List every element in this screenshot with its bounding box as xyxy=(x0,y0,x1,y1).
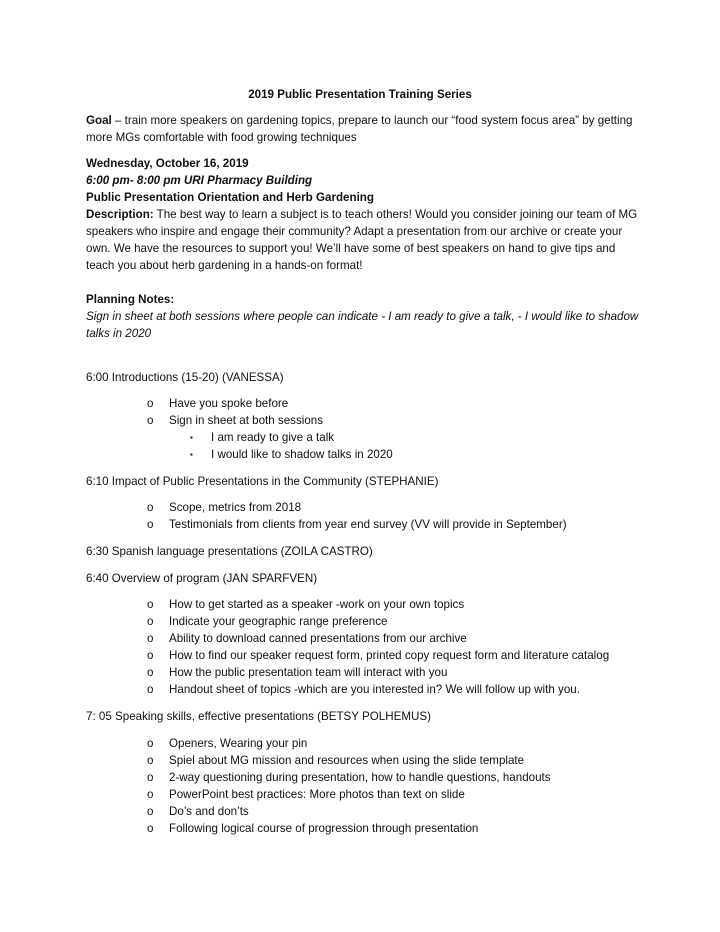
bullet-marker: o xyxy=(147,788,154,801)
bullet-marker: o xyxy=(147,414,154,427)
list-item: o How to find our speaker request form, printed copy request form and literature catalog xyxy=(147,649,610,662)
description-text: The best way to learn a subject is to teach others! Would you consider joining our team of MG speakers who inspire and engage their community? Adapt a presentation from our archive or create your own. We have the resources to support you! We’ll have some of best speakers on hand to give tips and teach you about herb gardening in a hands-on format! xyxy=(86,208,638,272)
section-heading: 6:00 Introductions (15-20) (VANESSA) xyxy=(86,371,284,384)
square-bullet-icon: ▪ xyxy=(190,450,193,459)
event-date: Wednesday, October 16, 2019 xyxy=(86,157,249,170)
list-item: o Spiel about MG mission and resources when using the slide template xyxy=(147,754,525,767)
section-list xyxy=(0,499,720,533)
section-list xyxy=(0,395,720,463)
sub-list-item: ▪ I would like to shadow talks in 2020 xyxy=(190,448,393,461)
section-heading: 6:10 Impact of Public Presentations in the Community (STEPHANIE) xyxy=(86,475,439,488)
list-item: o Scope, metrics from 2018 xyxy=(147,501,302,514)
square-bullet-icon: ▪ xyxy=(190,433,193,442)
list-item: o How to get started as a speaker -work on your own topics xyxy=(147,598,465,611)
list-item: o PowerPoint best practices: More photos than text on slide xyxy=(147,788,465,801)
list-item: o Openers, Wearing your pin xyxy=(147,737,308,750)
list-item: o 2-way questioning during presentation, how to handle questions, handouts xyxy=(147,771,551,784)
list-item: o Testimonials from clients from year end survey (VV will provide in September) xyxy=(147,518,567,531)
section-list xyxy=(0,596,720,698)
planning-label: Planning Notes: xyxy=(86,293,175,306)
list-item: o Following logical course of progression through presentation xyxy=(147,822,479,835)
bullet-marker: o xyxy=(147,598,154,611)
list-item: o Do’s and don’ts xyxy=(147,805,249,818)
bullet-marker: o xyxy=(147,737,154,750)
event-details xyxy=(86,155,641,274)
bullet-marker: o xyxy=(147,822,154,835)
list-item: o Indicate your geographic range preference xyxy=(147,615,388,628)
list-item: o Handout sheet of topics -which are you interested in? We will follow up with you. xyxy=(147,683,580,696)
session-title: Public Presentation Orientation and Herb Gardening xyxy=(86,191,374,204)
sub-list-item: ▪ I am ready to give a talk xyxy=(190,431,335,444)
event-time-place: 6:00 pm- 8:00 pm URI Pharmacy Building xyxy=(86,174,313,187)
list-item: o Ability to download canned presentations from our archive xyxy=(147,632,467,645)
bullet-marker: o xyxy=(147,805,154,818)
bullet-marker: o xyxy=(147,649,154,662)
event-description xyxy=(86,206,641,274)
bullet-marker: o xyxy=(147,683,154,696)
planning-text: Sign in sheet at both sessions where people can indicate - I am ready to give a talk, - I would like to shadow talks in 2020 xyxy=(86,310,639,340)
planning-notes xyxy=(86,291,641,342)
section-heading: 7: 05 Speaking skills, effective presentations (BETSY POLHEMUS) xyxy=(86,710,431,723)
section-heading: 6:40 Overview of program (JAN SPARFVEN) xyxy=(86,572,318,585)
section-list xyxy=(0,735,720,837)
list-item: o How the public presentation team will interact with you xyxy=(147,666,448,679)
goal-text: – train more speakers on gardening topics, prepare to launch our “food system focus area” by getting more MGs comfortable with food growing techniques xyxy=(86,114,633,144)
bullet-marker: o xyxy=(147,615,154,628)
description-label: Description: xyxy=(86,208,154,221)
goal-label: Goal xyxy=(86,114,112,127)
bullet-marker: o xyxy=(147,397,154,410)
bullet-marker: o xyxy=(147,771,154,784)
bullet-marker: o xyxy=(147,518,154,531)
bullet-marker: o xyxy=(147,632,154,645)
list-item: o Sign in sheet at both sessions xyxy=(147,414,324,427)
bullet-marker: o xyxy=(147,666,154,679)
bullet-marker: o xyxy=(147,501,154,514)
goal-paragraph xyxy=(86,112,641,146)
section-heading: 6:30 Spanish language presentations (ZOILA CASTRO) xyxy=(86,545,373,558)
document-title: 2019 Public Presentation Training Series xyxy=(248,88,472,101)
list-item: o Have you spoke before xyxy=(147,397,289,410)
bullet-marker: o xyxy=(147,754,154,767)
